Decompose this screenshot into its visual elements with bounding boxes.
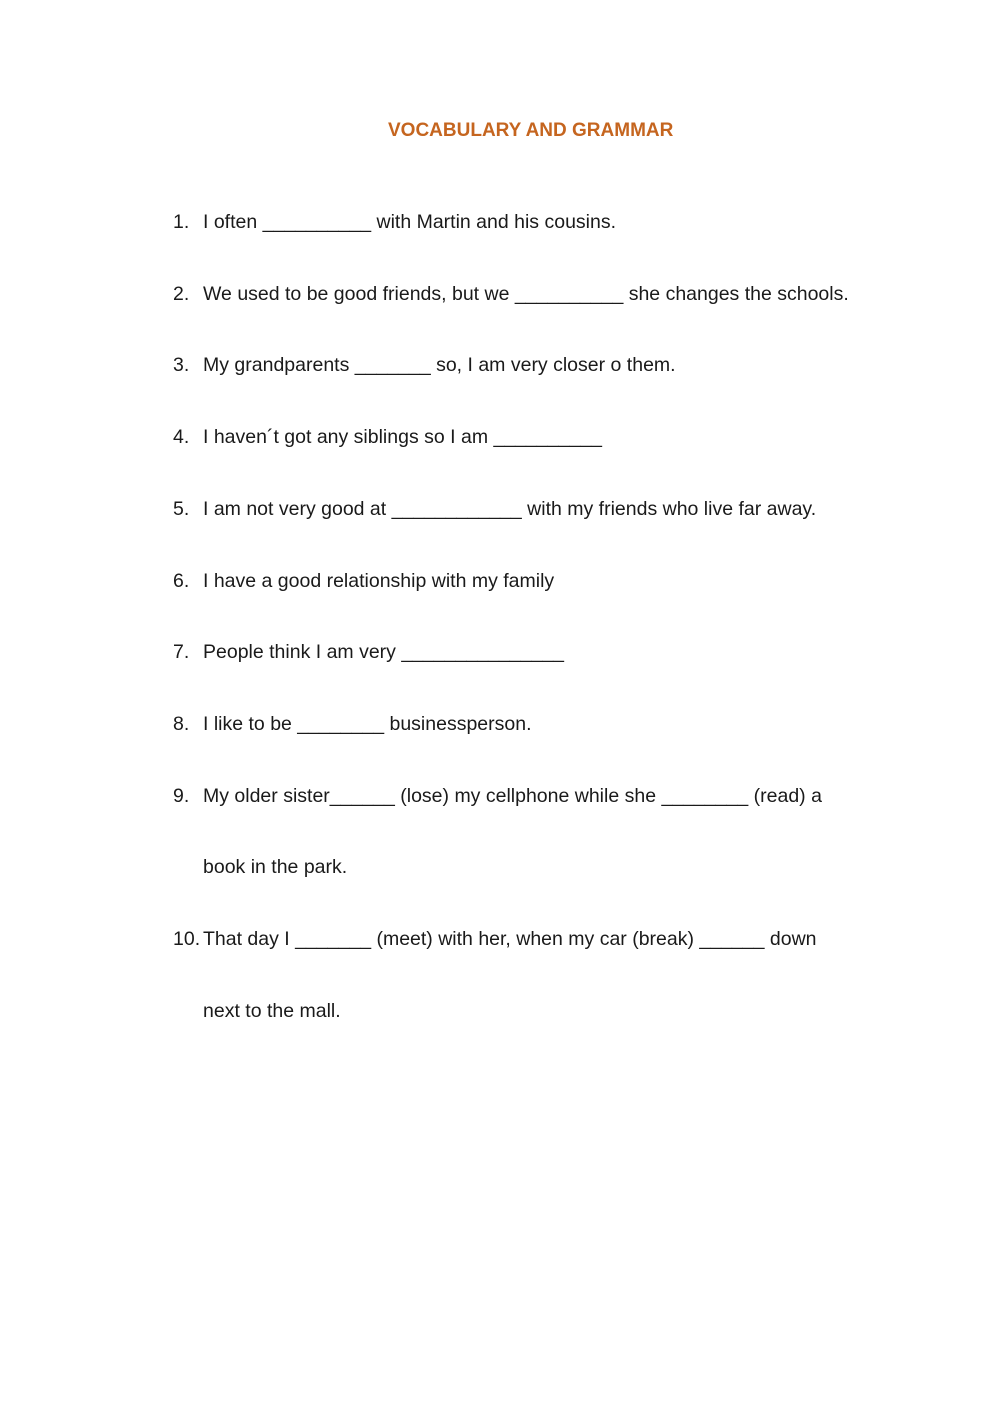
- item-text: I often __________ with Martin and his cousins.: [203, 211, 617, 233]
- item-number: 2.: [173, 283, 190, 305]
- item-text: I haven´t got any siblings so I am __________: [203, 426, 602, 448]
- item-number: 6.: [173, 570, 190, 592]
- item-text: I like to be ________ businessperson.: [203, 713, 532, 735]
- item-text: That day I _______ (meet) with her, when my car (break) ______ down: [203, 928, 817, 950]
- item-text: I have a good relationship with my family: [203, 570, 555, 592]
- list-item: [173, 353, 676, 377]
- list-item: [173, 210, 616, 234]
- item-text: People think I am very _______________: [203, 641, 565, 663]
- list-item: [173, 425, 602, 449]
- item-text-continuation: next to the mall.: [203, 1000, 341, 1022]
- item-number: 7.: [173, 641, 190, 663]
- list-item: [173, 784, 822, 808]
- list-item: [173, 712, 531, 736]
- page-title: VOCABULARY AND GRAMMAR: [388, 120, 674, 141]
- item-number: 9.: [173, 785, 190, 807]
- item-number: 10.: [173, 928, 201, 950]
- item-number: 3.: [173, 354, 190, 376]
- list-item: [173, 282, 849, 306]
- item-number: 4.: [173, 426, 190, 448]
- item-number: 5.: [173, 498, 190, 520]
- list-item: [173, 927, 817, 951]
- item-text: I am not very good at ____________ with my friends who live far away.: [203, 498, 817, 520]
- item-text: My older sister______ (lose) my cellphone while she ________ (read) a: [203, 785, 822, 807]
- item-number: 1.: [173, 211, 190, 233]
- item-number: 8.: [173, 713, 190, 735]
- list-item: [173, 640, 564, 664]
- item-text: My grandparents _______ so, I am very closer o them.: [203, 354, 676, 376]
- list-item: [173, 497, 816, 521]
- item-text-continuation: book in the park.: [203, 856, 348, 878]
- item-text: We used to be good friends, but we __________ she changes the schools.: [203, 283, 849, 305]
- list-item: [173, 569, 554, 593]
